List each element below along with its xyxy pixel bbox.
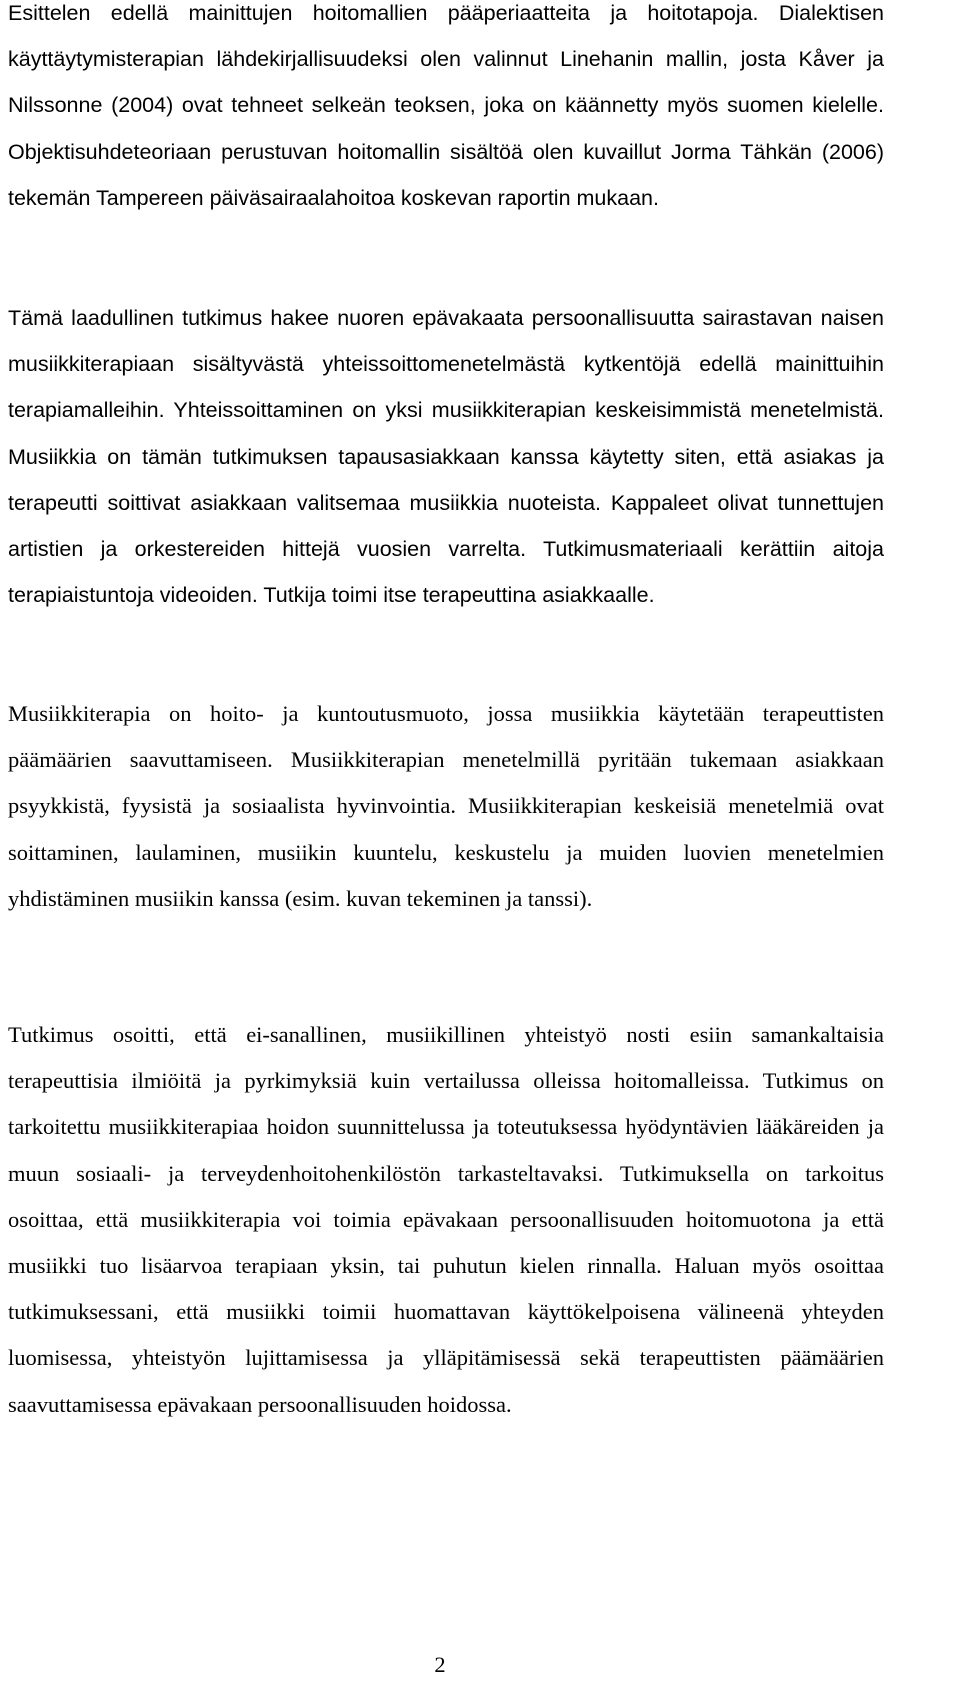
page-number: 2 xyxy=(434,1652,446,1677)
paragraph-methods-sources: Esittelen edellä mainittujen hoitomallien pääperiaatteita ja hoitotapoja. Dialektisen käyttäytymisterapian lähdekirjallisuudeksi olen valinnut Linehanin mallin, josta Kåver ja Nilssonne (2004) ovat tehneet selkeän teoksen, joka on käännetty myös suomen kielelle. Objektisuhdeteoriaan perustuvan hoitomallin sisältöä olen kuvaillut Jorma Tähkän (2006) tekemän Tampereen päiväsairaalahoitoa koskevan raportin mukaan. xyxy=(8,1,884,210)
paragraph-study-findings: Tutkimus osoitti, että ei-sanallinen, musiikillinen yhteistyö nosti esiin samankaltaisia terapeuttisia ilmiöitä ja pyrkimyksiä kuin vertailussa olleissa hoitomalleissa. Tutkimus on tarkoitettu musiikkiterapiaa hoidon suunnittelussa ja toteutuksessa hyödyntävien lääkäreiden ja muun sosiaali- ja terveydenhoitohenkilöstön tarkasteltavaksi. Tutkimuksella on tarkoitus osoittaa, että musiikkiterapia voi toimia epävakaan persoonallisuuden hoitomuotona ja että musiikki tuo lisäarvoa terapiaan yksin, tai puhutun kielen rinnalla. Haluan myös osoittaa tutkimuksessani, että musiikki toimii huomattavan käyttökelpoisena välineenä yhteyden luomisessa, yhteistyön lujittamisessa ja ylläpitämisessä sekä terapeuttisten päämäärien saavuttamisessa epävakaan persoonallisuuden hoidossa. xyxy=(8,1022,884,1417)
paragraph-study-description: Tämä laadullinen tutkimus hakee nuoren epävakaata persoonallisuutta sairastavan naisen musiikkiterapiaan sisältyvästä yhteissoittomenetelmästä kytkentöjä edellä mainittuihin terapiamalleihin. Yhteissoittaminen on yksi musiikkiterapian keskeisimmistä menetelmistä. Musiikkia on tämän tutkimuksen tapausasiakkaan kanssa käytetty siten, että asiakas ja terapeutti soittivat asiakkaan valitsemaa musiikkia nuoteista. Kappaleet olivat tunnettujen artistien ja orkestereiden hittejä vuosien varrelta. Tutkimusmateriaali kerättiin aitoja terapiaistuntoja videoiden. Tutkija toimi itse terapeuttina asiakkaalle. xyxy=(8,306,884,608)
paragraph-music-therapy-definition: Musiikkiterapia on hoito- ja kuntoutusmuoto, jossa musiikkia käytetään terapeuttisten päämäärien saavuttamiseen. Musiikkiterapian menetelmillä pyritään tukemaan asiakkaan psyykkistä, fyysistä ja sosiaalista hyvinvointia. Musiikkiterapian keskeisiä menetelmiä ovat soittaminen, laulaminen, musiikin kuuntelu, keskustelu ja muiden luovien menetelmien yhdistäminen musiikin kanssa (esim. kuvan tekeminen ja tanssi). xyxy=(8,701,884,911)
